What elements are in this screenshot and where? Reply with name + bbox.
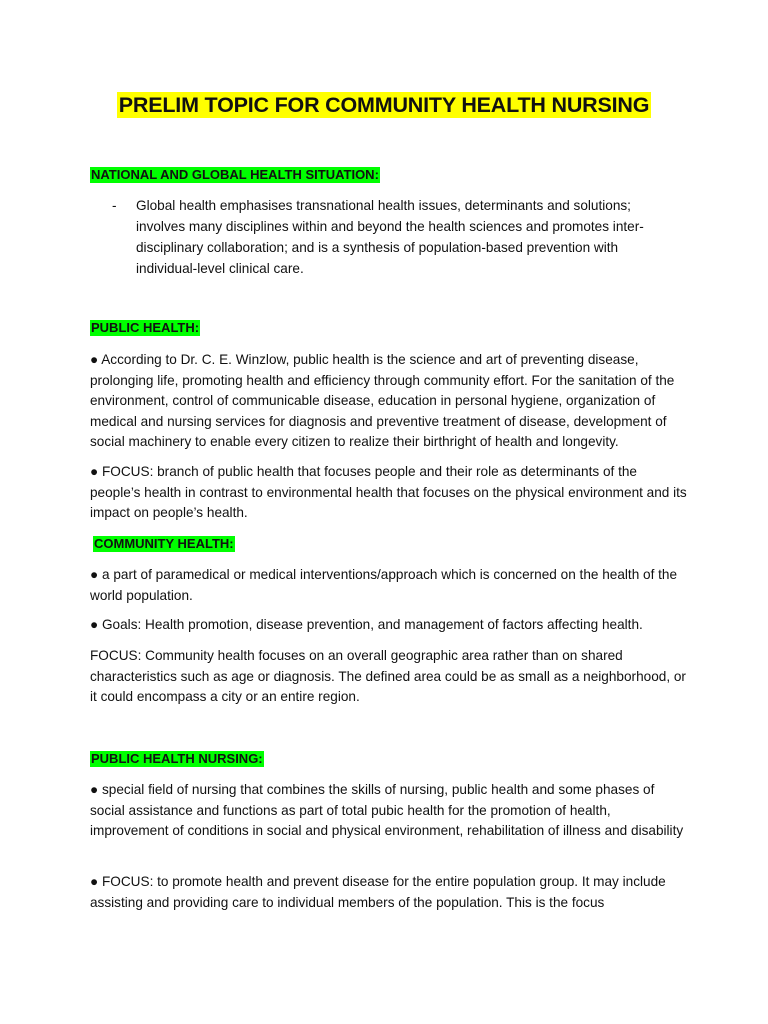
page-title [0, 93, 768, 118]
list-item-text: Global health emphasises transnational health issues, determinants and solutions; involves many disciplines within and beyond the health sciences and promotes inter-disciplinary collaboration; and is a synthesis of population-based prevention with individual-level clinical care. [136, 198, 644, 276]
paragraph: ● Goals: Health promotion, disease prevention, and management of factors affecting health. [90, 617, 643, 632]
heading-community-health: COMMUNITY HEALTH: [94, 536, 234, 551]
paragraph: ● special field of nursing that combines the skills of nursing, public health and some phases of social assistance and functions as part of total pubic health for the promotion of health, improvement of conditions in social and physical environment, rehabilitation of illness and disability [90, 782, 684, 838]
paragraph: FOCUS: Community health focuses on an overall geographic area rather than on shared characteristics such as age or diagnosis. The defined area could be as small as a neighborhood, or it could encompass a city or an entire region. [90, 648, 686, 704]
paragraph: ● a part of paramedical or medical interventions/approach which is concerned on the health of the world population. [90, 567, 678, 603]
heading-public-health-nursing: PUBLIC HEALTH NURSING: [91, 751, 263, 766]
title-text: PRELIM TOPIC FOR COMMUNITY HEALTH NURSING [118, 93, 650, 117]
paragraph: ● FOCUS: to promote health and prevent disease for the entire population group. It may include assisting and providing care to individual members of the population. This is the focus [90, 874, 666, 910]
heading-public-health: PUBLIC HEALTH: [91, 320, 200, 335]
dash-bullet: - [112, 198, 117, 213]
paragraph: ● FOCUS: branch of public health that focuses people and their role as determinants of the people’s health in contrast to environmental health that focuses on the physical environment and its impact on people’s health. [90, 464, 687, 520]
heading-national-global: NATIONAL AND GLOBAL HEALTH SITUATION: [91, 167, 379, 182]
paragraph: ● According to Dr. C. E. Winzlow, public health is the science and art of preventing disease, prolonging life, promoting health and efficiency through community effort. For the sanitation of the environment, control of communicable disease, education in personal hygiene, organization of medical and nursing services for diagnosis and preventive treatment of disease, development of social machinery to enable every citizen to realize their birthright of health and longevity. [90, 352, 675, 449]
